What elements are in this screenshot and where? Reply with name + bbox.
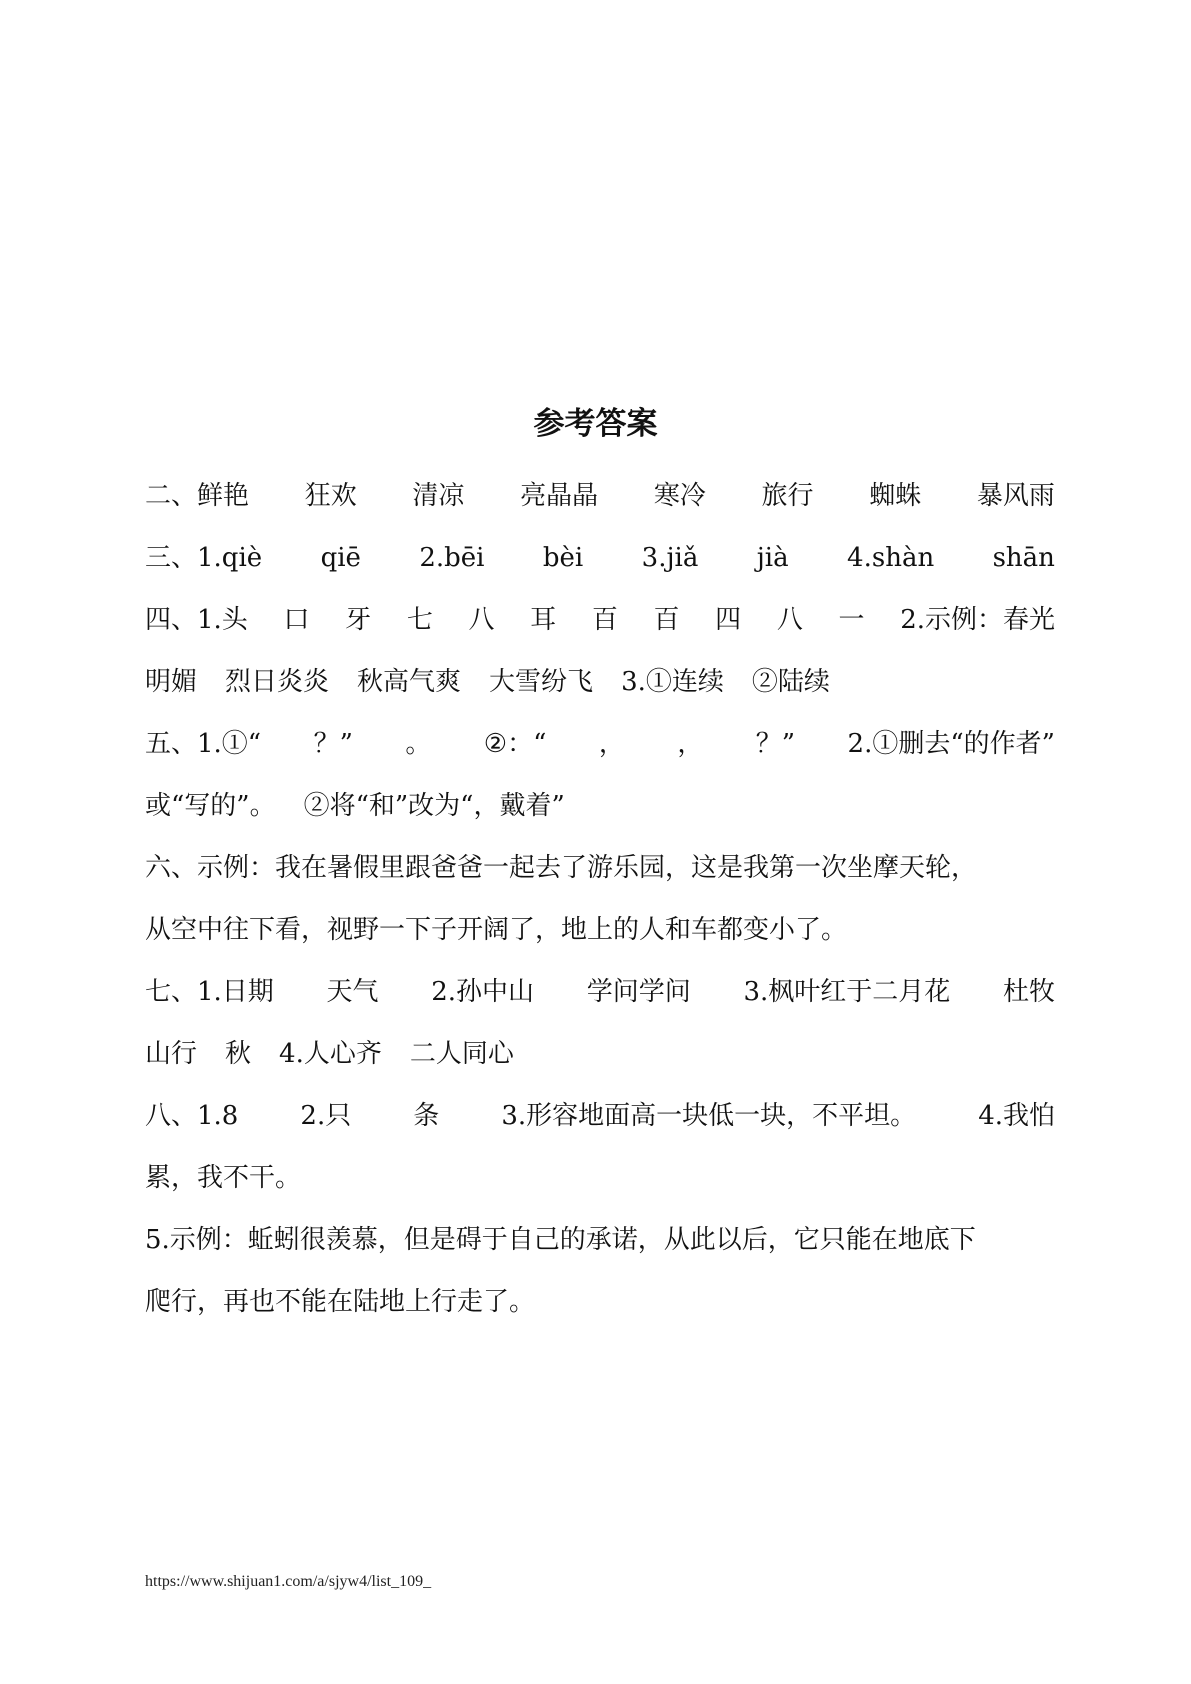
answer-line: [145, 961, 1055, 1023]
answer-line: [145, 589, 1055, 651]
answer-segment: 累，我不干。: [145, 1163, 302, 1193]
answer-segment: 蜘蛛: [869, 481, 922, 511]
answer-segment: 四、1.头: [145, 605, 248, 635]
answer-segment: 八、1.8: [145, 1101, 239, 1131]
answer-segment: 3.①连续: [621, 667, 724, 697]
answer-segment: 二人同心: [409, 1039, 514, 1069]
answer-segment: 百: [653, 605, 680, 635]
answer-segment: 秋高气爽: [357, 667, 462, 697]
answer-segment: ？”: [755, 729, 796, 759]
answer-segment: 口: [283, 605, 310, 635]
answer-segment: 。: [405, 729, 432, 759]
answer-line: [145, 1147, 1055, 1209]
answer-segment: 2.①删去“的作者”: [847, 729, 1055, 759]
answer-segment: 六、示例：我在暑假里跟爸爸一起去了游乐园，这是我第一次坐摩天轮，: [145, 853, 978, 883]
answer-segment: 牙: [345, 605, 372, 635]
answer-segment: ，: [677, 729, 704, 759]
answer-segment: ，: [598, 729, 625, 759]
answer-segment: 4.我怕: [978, 1101, 1055, 1131]
answer-segment: 2.只: [300, 1101, 352, 1131]
answer-segment: 杜牧: [1002, 977, 1055, 1007]
answer-segment: 四: [715, 605, 742, 635]
answer-line: [145, 1085, 1055, 1147]
answer-segment: 学问学问: [586, 977, 691, 1007]
answer-segment: 耳: [530, 605, 557, 635]
answer-segment: 五、1.①“: [145, 729, 262, 759]
answer-segment: 一: [838, 605, 865, 635]
answer-segment: 百: [591, 605, 618, 635]
answer-line: [145, 1209, 1055, 1271]
answer-segment: 3.形容地面高一块低一块，不平坦。: [501, 1101, 917, 1131]
answer-segment: 2.孙中山: [431, 977, 535, 1007]
answer-segment: 二、鲜艳: [145, 481, 250, 511]
answer-line: [145, 837, 1055, 899]
answer-segment: ②将“和”改为“，戴着”: [303, 791, 565, 821]
answer-segment: 八: [468, 605, 495, 635]
answer-segment: 山行: [145, 1039, 198, 1069]
answer-segment: 烈日炎炎: [225, 667, 330, 697]
answer-segment: 3.jiǎ: [641, 543, 699, 573]
answer-segment: 爬行，再也不能在陆地上行走了。: [145, 1287, 536, 1317]
answer-segment: 明媚: [145, 667, 198, 697]
answer-segment: 2.示例：春光: [900, 605, 1055, 635]
answer-segment: 暴风雨: [976, 481, 1055, 511]
answer-segment: 狂欢: [304, 481, 357, 511]
answer-segment: 3.枫叶红于二月花: [743, 977, 951, 1007]
answer-segment: 5.示例：蚯蚓很羡慕，但是碍于自己的承诺，从此以后，它只能在地底下: [145, 1225, 976, 1255]
answer-segment: 或“写的”。: [145, 791, 276, 821]
answer-segment: ②陆续: [751, 667, 830, 697]
answer-segment: 秋: [225, 1039, 252, 1069]
answer-segment: 八: [776, 605, 803, 635]
answer-segment: bèi: [542, 543, 584, 573]
answer-segment: jià: [756, 543, 789, 573]
answer-list: [145, 465, 1055, 1333]
answer-segment: 大雪纷飞: [489, 667, 594, 697]
answer-segment: 4.人心齐: [279, 1039, 382, 1069]
answer-segment: ②：“: [483, 729, 547, 759]
answer-line: [145, 899, 1055, 961]
answer-segment: 从空中往下看，视野一下子开阔了，地上的人和车都变小了。: [145, 915, 848, 945]
answer-segment: 三、1.qiè: [145, 543, 263, 573]
page-title: 参考答案: [533, 406, 658, 442]
answer-line: [145, 465, 1055, 527]
answer-line: [145, 651, 1055, 713]
answer-segment: 旅行: [761, 481, 814, 511]
answer-line: [145, 775, 1055, 837]
footer-url[interactable]: https://www.shijuan1.com/a/sjyw4/list_109_: [145, 1573, 432, 1590]
answer-segment: 亮晶晶: [520, 481, 599, 511]
answer-segment: 七、1.日期: [145, 977, 274, 1007]
answer-segment: qiē: [320, 543, 361, 573]
answer-line: [145, 1271, 1055, 1333]
answer-segment: 寒冷: [653, 481, 706, 511]
answer-segment: 4.shàn: [847, 543, 935, 573]
answer-line: [145, 1023, 1055, 1085]
answer-line: [145, 713, 1055, 775]
answer-segment: shān: [992, 543, 1055, 573]
answer-segment: 天气: [326, 977, 379, 1007]
answer-segment: 2.bēi: [419, 543, 485, 573]
answer-line: [145, 527, 1055, 589]
answer-segment: 条: [413, 1101, 440, 1131]
answer-segment: ？”: [313, 729, 353, 759]
answer-segment: 清凉: [412, 481, 465, 511]
answer-segment: 七: [406, 605, 433, 635]
